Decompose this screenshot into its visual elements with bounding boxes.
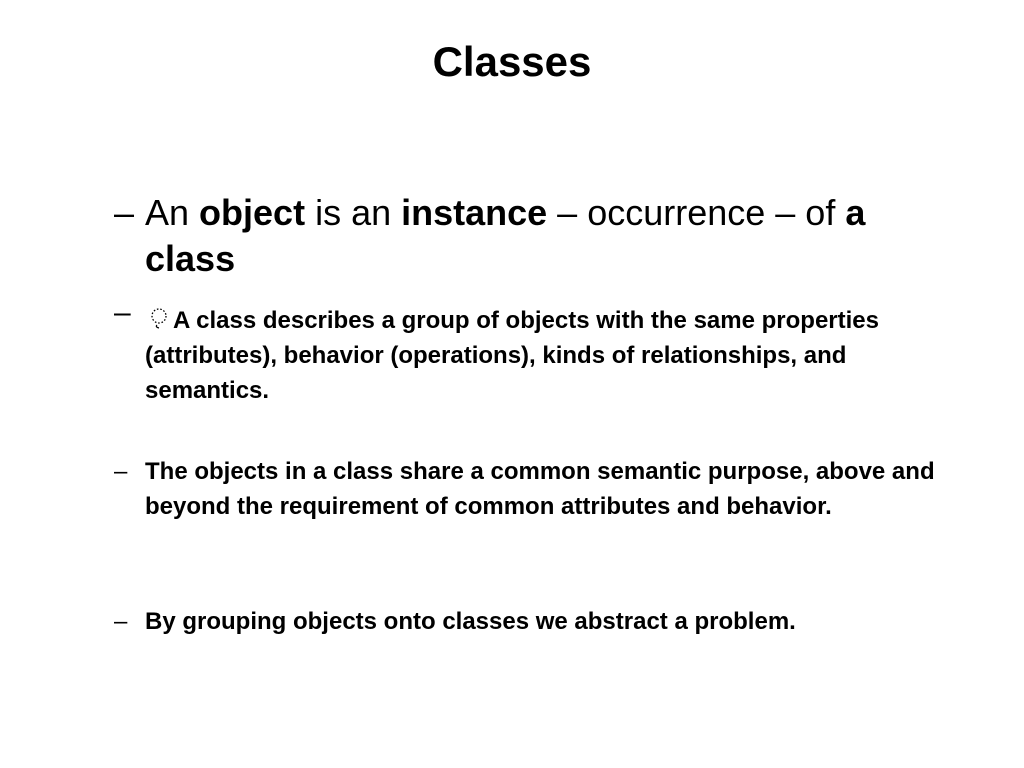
bullet-dash: –	[114, 608, 128, 635]
bullet-class-describes	[114, 296, 944, 408]
bullet-grouping	[114, 604, 944, 639]
bullet-text: The objects in a class share a common semantic purpose, above and beyond the requirement of common attributes and behavior.	[145, 458, 935, 520]
bullet-text	[145, 303, 944, 408]
slide-title: Classes	[432, 38, 592, 85]
bullet-text	[145, 190, 944, 282]
bullet-semantic-purpose	[114, 454, 944, 524]
emphasis-instance: instance	[401, 192, 548, 233]
text-run: An	[145, 192, 200, 233]
emphasis-object: object	[199, 192, 306, 233]
bullet-dash: –	[114, 296, 131, 329]
text-run: is an	[305, 192, 402, 233]
bullet-text: By grouping objects onto classes we abstract a problem.	[145, 608, 796, 635]
bullet-dash: –	[114, 458, 128, 485]
bullet-dash: –	[114, 192, 135, 233]
emphasis-a-class: a class	[145, 192, 866, 279]
text-run: A class describes a group of objects with the same properties (attributes), behavior (operations), kinds of relationships, and semantics.	[145, 307, 879, 404]
bullet-object-instance	[114, 190, 944, 282]
dotted-circle-glyph-icon	[145, 310, 173, 330]
text-run: – occurrence – of	[547, 192, 846, 233]
